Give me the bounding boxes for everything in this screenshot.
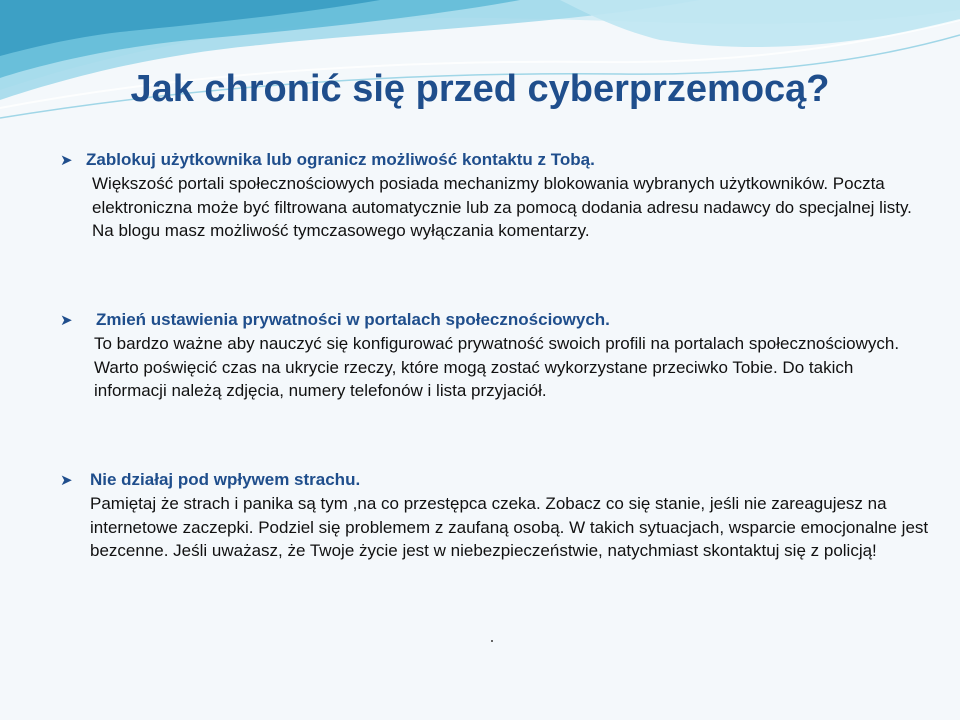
section-body: Większość portali społecznościowych posiada mechanizmy blokowania wybranych użytkowników. Poczta elektroniczna może być filtrowana automatycznie lub za pomocą dodania adresu nadawcy do specjalnej listy. Na blogu masz możliwość tymczasowego wyłączania komentarzy. (92, 174, 912, 240)
arrow-bullet-icon: ➤ (60, 312, 73, 329)
section-heading: Zablokuj użytkownika lub ogranicz możliwość kontaktu z Tobą. (86, 150, 595, 169)
stray-dot (491, 640, 493, 642)
section-block-contact (60, 150, 930, 243)
section-body: Pamiętaj że strach i panika są tym ,na co przestępca czeka. Zobacz co się stanie, jeśli nie zareagujesz na internetowe zaczepki. Podziel się problemem z zaufaną osobą. W takich sytuacjach, wsparcie emocjonalne jest bezcenne. Jeśli uważasz, że Twoje życie jest w niebezpieczeństwie, natychmiast skontaktuj się z policją! (90, 494, 929, 560)
arrow-bullet-icon: ➤ (60, 152, 73, 169)
section-heading: Zmień ustawienia prywatności w portalach społecznościowych. (96, 310, 610, 329)
slide-title: Jak chronić się przed cyberprzemocą? (130, 68, 830, 110)
arrow-bullet-icon: ➤ (60, 472, 73, 489)
section-heading: Nie działaj pod wpływem strachu. (90, 470, 361, 489)
section-body: To bardzo ważne aby nauczyć się konfigurować prywatność swoich profili na portalach społecznościowych. Warto poświęcić czas na ukrycie rzeczy, które mogą zostać wykorzystane przeciwko Tobie. Do takich informacji należą zdjęcia, numery telefonów i lista przyjaciół. (94, 334, 900, 400)
section-block-fear (60, 470, 930, 563)
section-block-privacy (60, 310, 930, 403)
